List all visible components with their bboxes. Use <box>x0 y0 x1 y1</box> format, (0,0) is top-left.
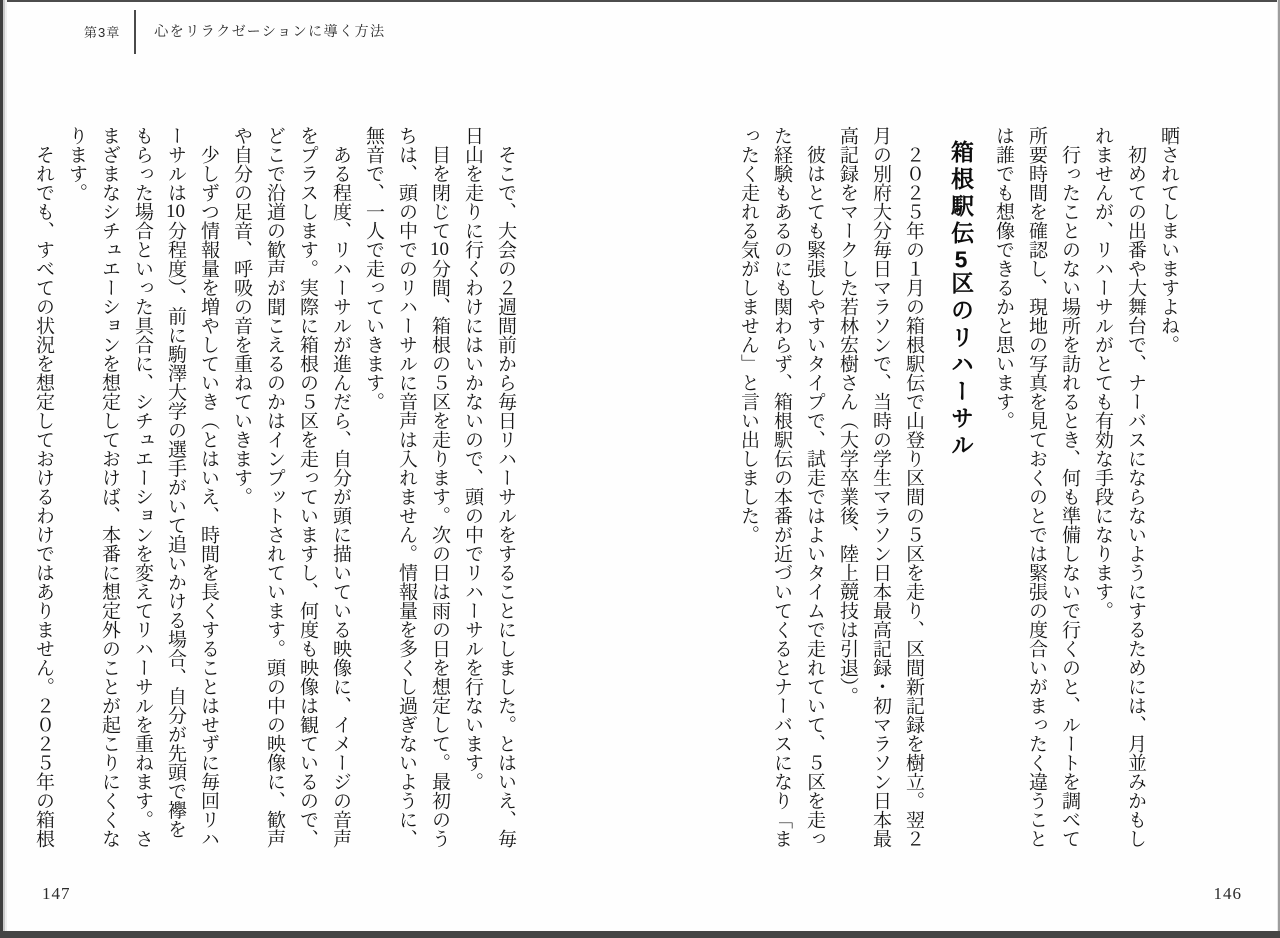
paragraph: それでも、すべての状況を想定しておけるわけではありません。２０２５年の箱根 <box>33 145 54 848</box>
left-page-text <box>27 126 522 848</box>
scan-edge-top <box>0 0 1280 2</box>
chapter-title: 心をリラクゼーションに導く方法 <box>154 23 386 39</box>
paragraph: そこで、大会の２週間前から毎日リハーサルをすることにしました。とはいえ、毎日山を走りに行くわけにはいかないので、頭の中でリハーサルを行ないます。 <box>462 126 516 848</box>
chapter-number-label: 第3章 <box>84 24 121 40</box>
paragraph: 少しずつ情報量を増やしていき（とはいえ、時間を長くすることはせずに毎回リハーサルは10分程度）、前に駒澤大学の選手がいて追いかける場合、自分が先頭で襷をもらった場合といった具合に、シチュエーションを変えてリハーサルを重ねます。さまざまなシチュエーションを想定しておけば、本番に想定外のことが起こりにくくなります。 <box>66 126 219 848</box>
paragraph: ある程度、リハーサルが進んだら、自分が頭に描いている映像に、イメージの音声をプラスします。実際に箱根の５区を走っていますし、何度も映像は観ているので、どこで沿道の歓声が聞こえるのかはインプットされています。頭の中の映像に、歓声や自分の足音、呼吸の音を重ねていきます。 <box>231 126 351 848</box>
paragraph: ２０２５年の１月の箱根駅伝で山登り区間の５区を走り、区間新記録を樹立。翌２月の別府大分毎日マラソンで、当時の学生マラソン日本最高記録・初マラソン日本最高記録をマークした若林宏樹さん（大学卒業後、陸上競技は引退）。 <box>837 126 924 848</box>
paragraph: 晒されてしまいますよね。 <box>1158 126 1179 354</box>
paragraph: 彼はとても緊張しやすいタイプで、試走ではよいタイムで走れていて、５区を走った経験もあるのにも関わらず、箱根駅伝の本番が近づいてくるとナーバスになり「まったく走れる気がしません」と言い出しました。 <box>738 126 825 848</box>
page-number-right: 146 <box>1213 884 1242 903</box>
paragraph: 初めての出番や大舞台で、ナーバスにならないようにするためには、月並みかもしれませんが、リハーサルがとても有効な手段になります。 <box>1092 126 1146 848</box>
paragraph: 目を閉じて10分間、箱根の５区を走ります。次の日は雨の日を想定して。最初のうちは、頭の中でのリハーサルに音声は入れません。情報量を多くし過ぎないように、無音で、一人で走っていきます。 <box>363 126 450 848</box>
right-page-text <box>732 126 1185 848</box>
scan-edge-bottom <box>0 931 1280 938</box>
chapter-header <box>84 14 386 48</box>
scan-edge-left <box>0 0 7 938</box>
paragraph: 行ったことのない場所を訪れるとき、何も準備しないで行くのと、ルートを調べて所要時間を確認し、現地の写真を見ておくのとでは緊張の度合いがまったく違うことは誰でも想像できるかと思います。 <box>993 126 1080 848</box>
left-page-body <box>27 126 522 848</box>
right-page-intro <box>987 126 1185 848</box>
right-page-body <box>732 126 930 848</box>
section-heading: 箱根駅伝5区のリハーサル <box>948 140 974 460</box>
page-number-left: 147 <box>42 884 71 903</box>
